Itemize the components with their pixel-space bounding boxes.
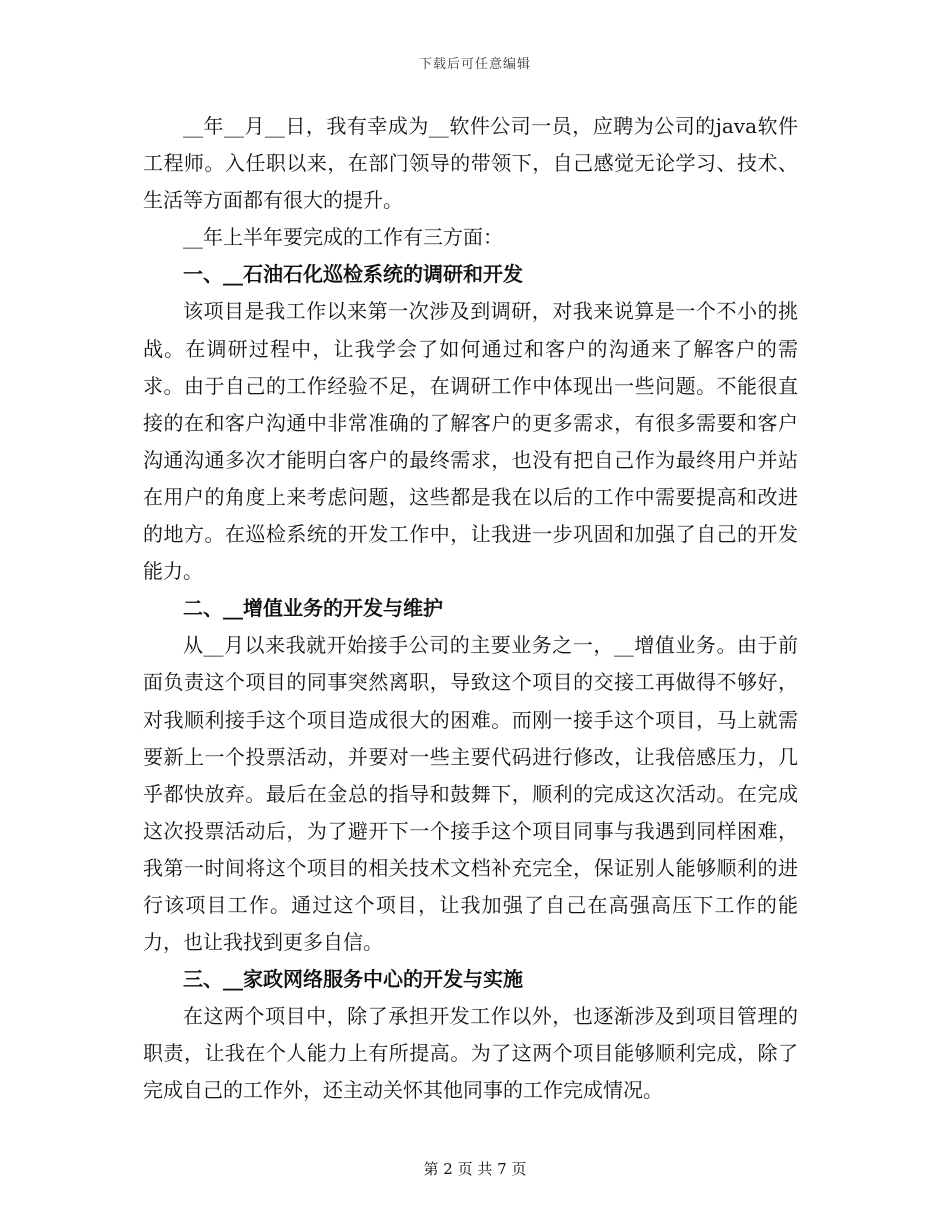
intro-paragraph: __年__月__日，我有幸成为__软件公司一员，应聘为公司的java软件工程师。入任职以来，在部门领导的带领下，自己感觉无论学习、技术、生活等方面都有很大的提升。 (143, 114, 798, 213)
section-heading-1: 一、__石油石化巡检系统的调研和开发 (183, 262, 523, 287)
header-note: 下载后可任意编辑 (418, 57, 531, 72)
section-1-paragraph: 该项目是我工作以来第一次涉及到调研，对我来说算是一个不小的挑战。在调研过程中，让我学会了如何通过和客户的沟通来了解客户的需求。由于自己的工作经验不足，在调研工作中体现出一些问题。不能很直接的在和客户沟通中非常准确的了解客户的更多需求，有很多需要和客户沟通沟通多次才能明白客户的最终需求，也没有把自己作为最终用户并站在用户的角度上来考虑问题，这些都是我在以后的工作中需要提高和改进的地方。在巡检系统的开发工作中，让我进一步巩固和加强了自己的开发能力。 (143, 299, 798, 584)
section-heading-2: 二、__增值业务的开发与维护 (183, 596, 443, 621)
section-heading-3: 三、__家政网络服务中心的开发与实施 (183, 967, 523, 992)
document-body (143, 108, 798, 1110)
section-2-paragraph: 从__月以来我就开始接手公司的主要业务之一，__增值业务。由于前面负责这个项目的同事突然离职，导致这个项目的交接工再做得不够好，对我顺利接手这个项目造成很大的困难。而刚一接手这个项目，马上就需要新上一个投票活动，并要对一些主要代码进行修改，让我倍感压力，几乎都快放弃。最后在金总的指导和鼓舞下，顺利的完成这次活动。在完成这次投票活动后，为了避开下一个接手这个项目同事与我遇到同样困难，我第一时间将这个项目的相关技术文档补充完全，保证别人能够顺利的进行该项目工作。通过这个项目，让我加强了自己在高强高压下工作的能力，也让我找到更多自信。 (143, 633, 798, 955)
page-number: 第 2 页 共 7 页 (423, 1160, 527, 1178)
overview-paragraph: __年上半年要完成的工作有三方面： (183, 225, 503, 250)
section-3-paragraph: 在这两个项目中，除了承担开发工作以外，也逐渐涉及到项目管理的职责，让我在个人能力上有所提高。为了这两个项目能够顺利完成，除了完成自己的工作外，还主动关怀其他同事的工作完成情况。 (143, 1004, 798, 1103)
